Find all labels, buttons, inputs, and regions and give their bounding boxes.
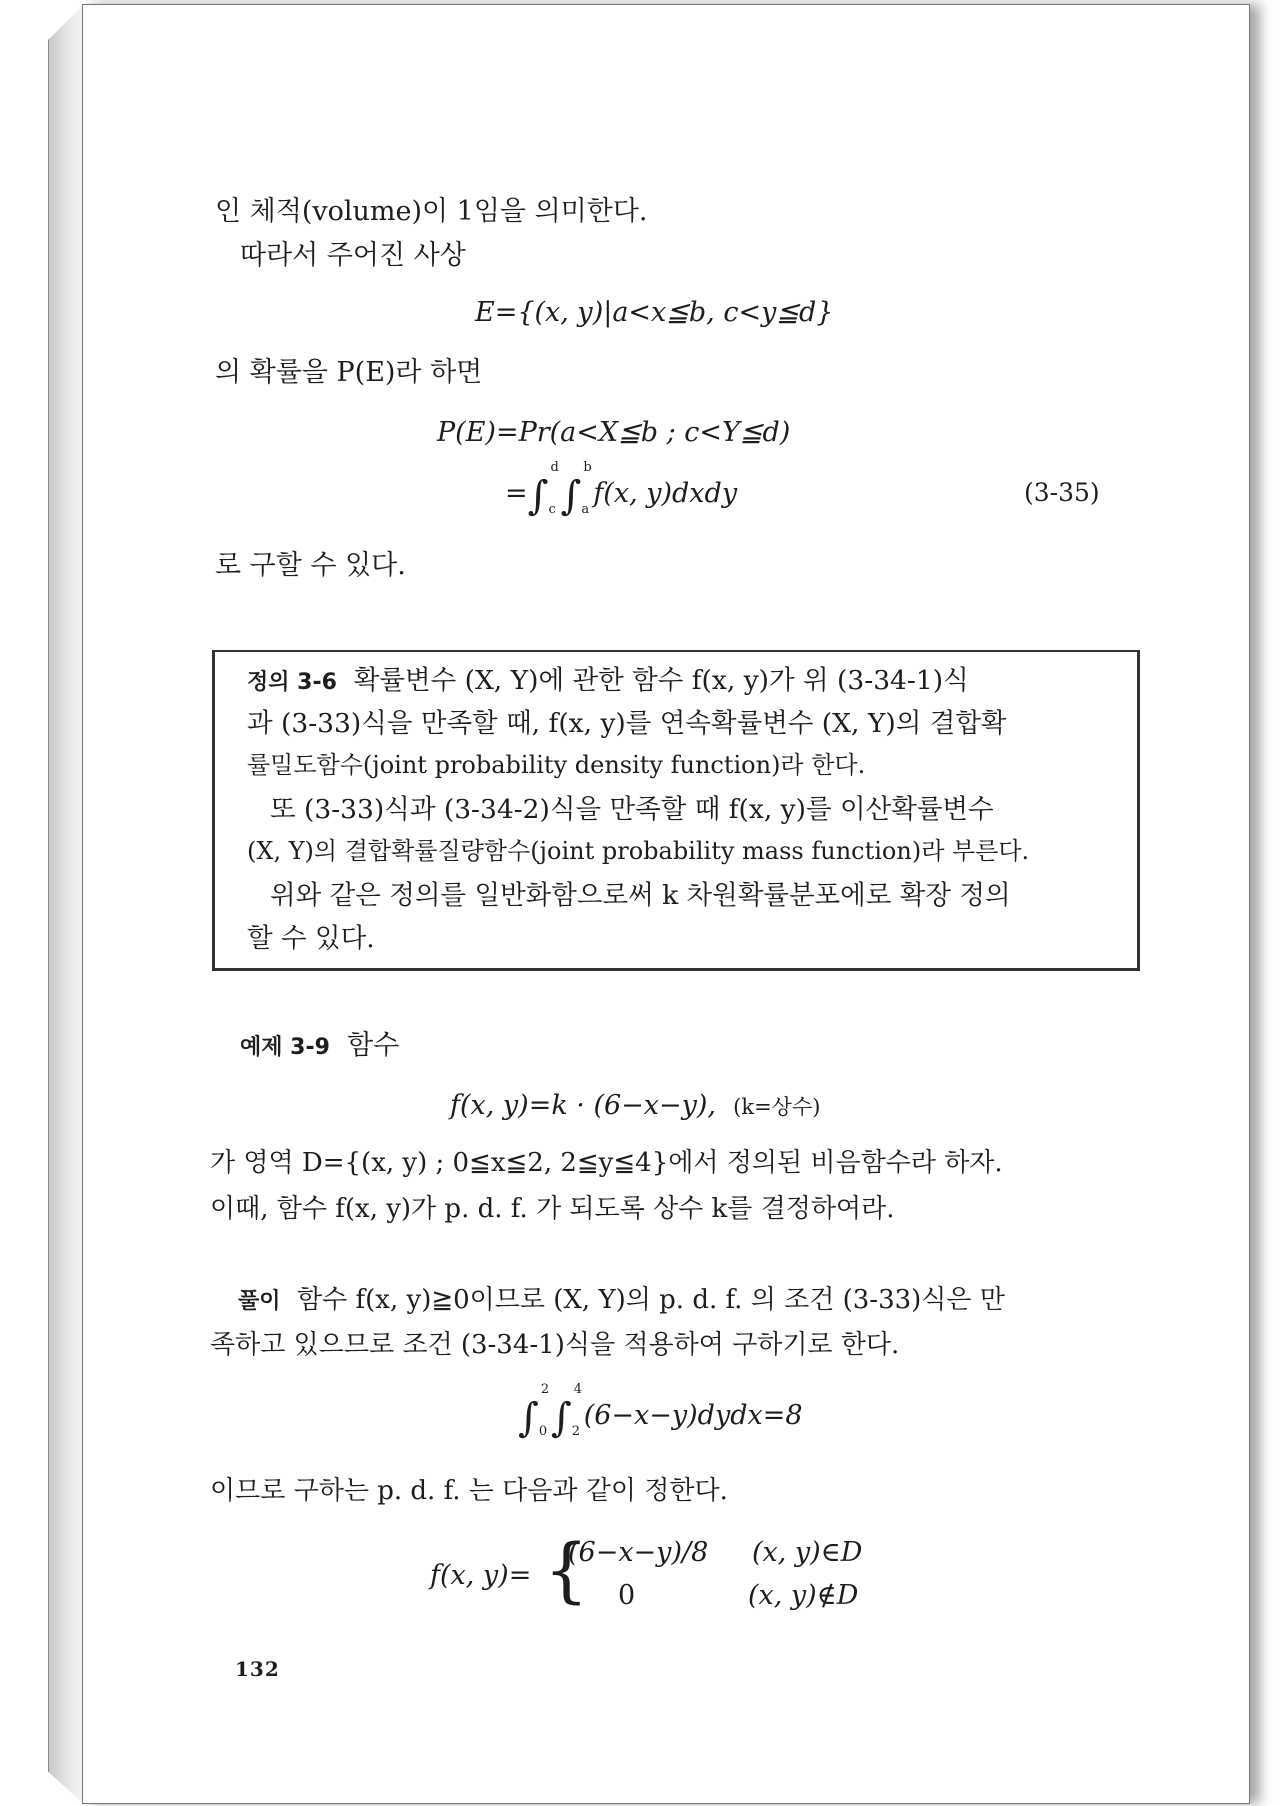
pdf-case1-value: (6−x−y)/8 [568,1537,709,1568]
outer-limits [548,460,560,518]
pdf-case2-condition: (x, y)∉D [748,1580,859,1611]
solution-line-1 [238,1285,1005,1316]
solution-integral-expression: (6−x−y)dydx=8 [583,1400,803,1431]
solution-line-1-text: 함수 f(x, y)≧0이므로 (X, Y)의 p. d. f. 의 조건 (3-33)식은 만 [297,1285,1005,1315]
example-function: f(x, y)=k · (6−x−y), [450,1090,716,1121]
solution-title: 풀이 [238,1289,281,1314]
definition-title: 정의 3-6 [247,670,337,695]
intro-line-3: 의 확률을 P(E)라 하면 [215,357,483,388]
example-heading [240,1030,399,1062]
example-title: 예제 3-9 [240,1035,330,1060]
example-line-2: 이때, 함수 f(x, y)가 p. d. f. 가 되도록 상수 k를 결정하여라. [210,1194,895,1224]
solution-outer-lower: 0 [538,1424,548,1440]
definition-line-2: 과 (3-33)식을 만족할 때, f(x, y)를 연속확률변수 (X, Y)의 결합확 [247,708,1007,739]
integral-sign-inner: ∫ [560,473,582,519]
intro-line-2: 따라서 주어진 사상 [240,240,466,271]
solution-inner-lower: 2 [571,1424,580,1440]
solution-integral-sign-inner: ∫ [550,1395,572,1441]
definition-line-1-text: 확률변수 (X, Y)에 관한 함수 f(x, y)가 위 (3-34-1)식 [353,665,969,696]
solution-inner-limits [571,1382,584,1440]
definition-line-1 [247,665,969,697]
solution-integral [518,1382,803,1442]
probability-equation-1: P(E)=Pr(a<X≦b ; c<Y≦d) [437,417,791,448]
pdf-brace: { [544,1529,589,1611]
definition-line-7: 할 수 있다. [247,923,375,954]
inner-upper-limit: b [583,460,592,475]
intro-line-1: 인 체적(volume)이 1임을 의미한다. [215,196,648,227]
definition-line-3: 률밀도함수(joint probability density function)라 한다. [247,751,866,779]
inner-limits [581,460,593,518]
event-equation: E={(x, y)|a<x≦b, c<y≦d} [475,297,834,328]
equals-sign: = [505,478,528,509]
definition-line-5: (X, Y)의 결합확률질량함수(joint probability mass function)라 부른다. [247,837,1030,865]
pdf-case2-value: 0 [618,1580,636,1611]
probability-equation-2 [505,460,738,520]
inner-lower-limit: a [581,502,590,518]
example-line-1: 가 영역 D={(x, y) ; 0≦x≦2, 2≦y≦4}에서 정의된 비음함수라 하자. [210,1148,1003,1178]
example-title-rest: 함수 [347,1030,400,1061]
intro-line-4: 로 구할 수 있다. [215,550,406,581]
outer-upper-limit: d [550,460,559,475]
solution-line-3: 이므로 구하는 p. d. f. 는 다음과 같이 정한다. [210,1476,728,1506]
solution-integral-sign-outer: ∫ [518,1395,539,1441]
example-function-equation [450,1090,820,1122]
definition-line-6: 위와 같은 정의를 일반화함으로써 k 차원확률분포에로 확장 정의 [270,880,1011,911]
outer-lower-limit: c [548,502,556,518]
page-number: 132 [235,1657,280,1681]
book-spine-edge [48,4,84,1804]
integrand: f(x, y)dxdy [593,478,738,509]
example-function-note: (k=상수) [733,1095,821,1119]
solution-outer-upper: 2 [540,1382,550,1397]
solution-outer-limits [538,1382,551,1440]
solution-line-2: 족하고 있으므로 조건 (3-34-1)식을 적용하여 구하기로 한다. [210,1330,900,1360]
integral-sign-outer: ∫ [527,473,549,519]
equation-label: (3-35) [1024,478,1100,507]
pdf-case1-condition: (x, y)∈D [752,1537,863,1568]
solution-inner-upper: 4 [573,1382,582,1397]
pdf-lhs: f(x, y)= [430,1560,532,1591]
definition-line-4: 또 (3-33)식과 (3-34-2)식을 만족할 때 f(x, y)를 이산확률변수 [270,794,994,825]
